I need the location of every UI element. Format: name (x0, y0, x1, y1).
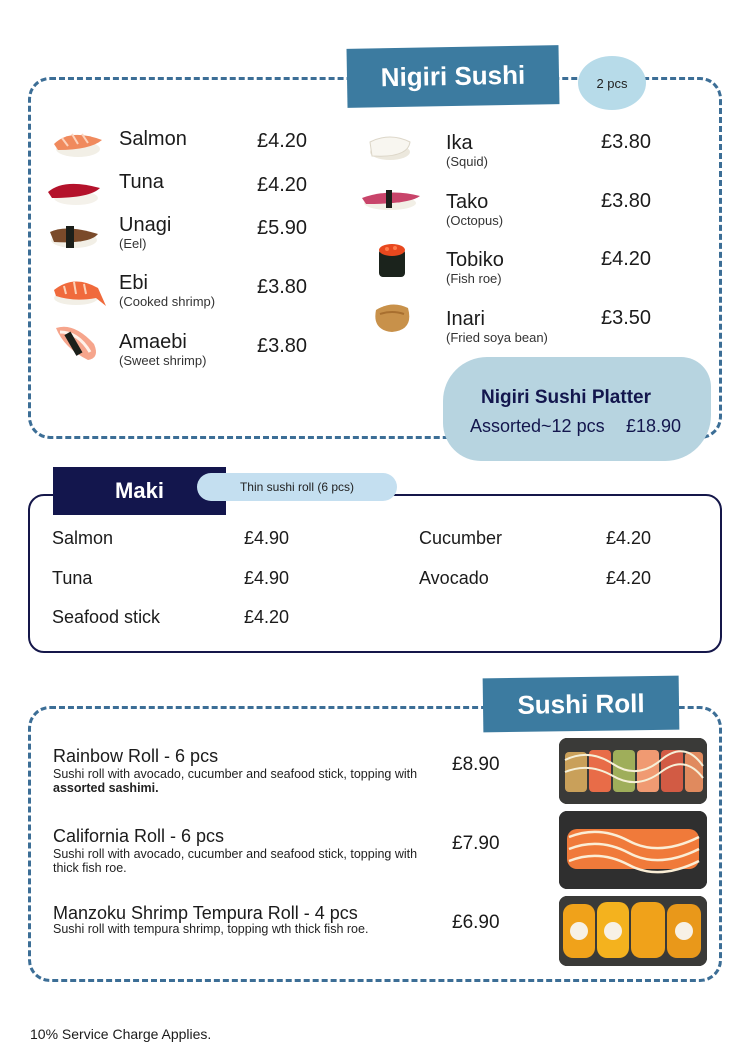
maki-item-name: Avocado (419, 568, 489, 588)
roll-name: Rainbow Roll - 6 pcs (53, 746, 219, 766)
nigiri-item-ebi (119, 272, 215, 309)
nigiri-item-salmon (119, 128, 187, 150)
item-subtitle: (Squid) (446, 154, 488, 169)
nigiri-item-tobiko (446, 249, 504, 286)
maki-item-name: Cucumber (419, 528, 503, 548)
nigiri-item-tuna (119, 171, 164, 193)
inari-icon (370, 300, 414, 334)
platter-price: £18.90 (626, 416, 682, 436)
roll-description-bold: assorted sashimi. (53, 781, 159, 795)
nigiri-item-unagi (119, 214, 171, 251)
maki-title-text: Maki (115, 478, 164, 503)
roll-description-text: Sushi roll with avocado, cucumber and seafood stick, topping with thick fish roe. (53, 847, 418, 875)
roll-name: California Roll - 6 pcs (53, 826, 225, 846)
item-subtitle: (Fried soya bean) (446, 330, 548, 345)
roll-price: £6.90 (452, 912, 500, 933)
roll-description-text: Sushi roll with avocado, cucumber and seafood stick, topping with (53, 767, 418, 781)
shrimp-nigiri-icon (50, 272, 108, 312)
rainbow-roll-photo (559, 738, 707, 804)
nigiri-platter-card (443, 357, 711, 461)
maki-item-name: Salmon (52, 528, 114, 548)
item-subtitle: (Octopus) (446, 213, 504, 228)
maki-item-name: Seafood stick (52, 607, 161, 627)
fish-roe-gunkan-icon (375, 241, 409, 279)
octopus-nigiri-icon (360, 186, 422, 212)
item-subtitle: (Cooked shrimp) (119, 294, 216, 309)
item-price: £3.80 (257, 335, 308, 357)
roll-name: Manzoku Shrimp Tempura Roll - 4 pcs (53, 903, 358, 923)
eel-nigiri-icon (46, 218, 102, 252)
item-price: £5.90 (257, 217, 308, 239)
item-name: Tobiko (446, 249, 504, 271)
item-subtitle: (Fish roe) (446, 271, 502, 286)
item-name: Unagi (119, 214, 172, 236)
tuna-nigiri-icon (46, 176, 102, 208)
california-roll-photo (559, 811, 707, 889)
roll-description-text: Sushi roll with tempura shrimp, topping wth thick fish roe. (53, 922, 369, 936)
item-name: Tuna (119, 171, 164, 193)
platter-description: Assorted~12 pcs (470, 416, 605, 436)
maki-item-price: £4.20 (244, 607, 290, 627)
maki-item-price: £4.20 (606, 528, 652, 548)
item-price: £3.80 (257, 276, 308, 298)
maki-item-price: £4.90 (244, 568, 290, 588)
item-name: Ebi (119, 272, 148, 294)
item-price: £3.80 (601, 131, 652, 153)
roll-description (53, 847, 433, 875)
item-subtitle: (Eel) (119, 236, 147, 251)
roll-price: £8.90 (452, 754, 500, 775)
sushi-roll-section-title (483, 676, 680, 733)
nigiri-item-amaebi (119, 331, 206, 368)
item-name: Salmon (119, 128, 187, 150)
item-name: Inari (446, 308, 485, 330)
shrimp-tempura-roll-photo (559, 896, 707, 966)
maki-item-name: Tuna (52, 568, 93, 588)
service-charge-note: 10% Service Charge Applies. (30, 1026, 212, 1042)
item-name: Amaebi (119, 331, 187, 353)
roll-description (53, 922, 433, 936)
maki-note-text: Thin sushi roll (6 pcs) (239, 480, 355, 494)
sushi-roll-title-text: Sushi Roll (517, 687, 645, 720)
nigiri-title-text: Nigiri Sushi (380, 59, 526, 93)
roll-description (53, 767, 433, 795)
nigiri-item-inari (446, 308, 548, 345)
sweet-shrimp-nigiri-icon (50, 318, 106, 364)
item-price: £4.20 (601, 248, 652, 270)
nigiri-item-ika (446, 132, 488, 169)
nigiri-item-tako (446, 191, 503, 228)
nigiri-section-title (347, 45, 560, 108)
item-price: £4.20 (257, 174, 308, 196)
item-price: £4.20 (257, 130, 308, 152)
maki-item-price: £4.90 (244, 528, 290, 548)
maki-item-price: £4.20 (606, 568, 652, 588)
squid-nigiri-icon (366, 130, 414, 162)
item-price: £3.80 (601, 190, 652, 212)
item-name: Ika (446, 132, 473, 154)
item-subtitle: (Sweet shrimp) (119, 353, 207, 368)
salmon-nigiri-icon (50, 126, 106, 160)
roll-price: £7.90 (452, 833, 500, 854)
platter-title: Nigiri Sushi Platter (481, 387, 651, 408)
nigiri-badge-text: 2 pcs (596, 75, 628, 91)
nigiri-pieces-badge (578, 56, 646, 110)
maki-note-badge (197, 473, 397, 501)
item-name: Tako (446, 191, 489, 213)
item-price: £3.50 (601, 307, 652, 329)
